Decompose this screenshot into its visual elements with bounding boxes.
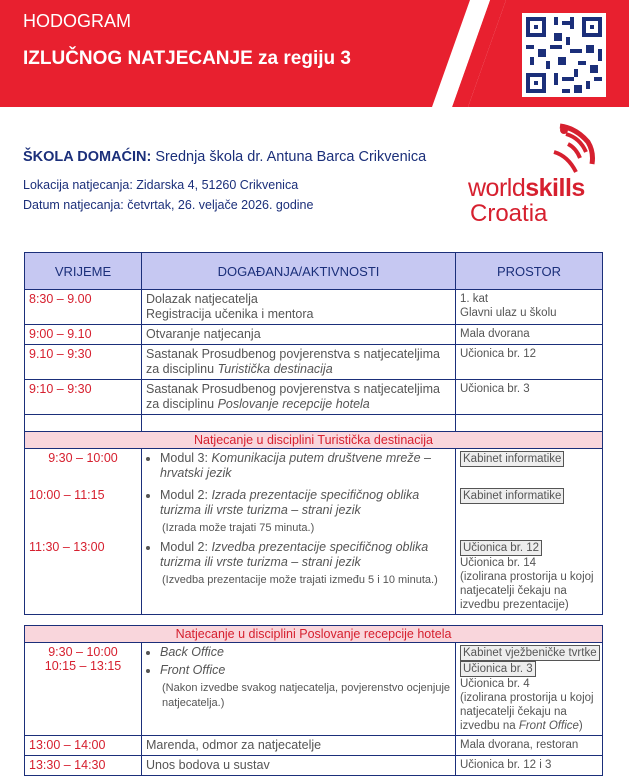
row-place: Kabinet informatike: [456, 449, 603, 487]
worldskills-mark-icon: [468, 122, 608, 178]
col-activity: DOGAĐANJA/AKTIVNOSTI: [142, 253, 456, 290]
row-activity: • Modul 2: Izvedba prezentacije specifičnog oblika turizma ili vrste turizma – strani jezik (Izvedba prezentacije može trajati između 5 i 10 minuta.): [142, 538, 456, 615]
row-time: 13:30 – 14:30: [25, 756, 142, 776]
row-activity: • Modul 2: Izrada prezentacije specifičnog oblika turizma ili vrste turizma – strani jezik (Izrada može trajati 75 minuta.): [142, 486, 456, 538]
row-time: 9:30 – 10:00 10:15 – 13:15: [25, 643, 142, 736]
table-row: [25, 380, 603, 415]
row-activity: Sastanak Prosudbenog povjerenstva s natjecateljima za disciplinu Poslovanje recepcije hotela: [142, 380, 456, 415]
row-place: Kabinet vježbeničke tvrtke Učionica br. 3 Učionica br. 4 (izolirana prostorija u kojoj natjecatelji čekaju na izvedbu na Front Office): [456, 643, 603, 736]
row-time: 9:10 – 9:30: [25, 380, 142, 415]
table-row: [25, 756, 603, 776]
row-activity: Unos bodova u sustav: [142, 756, 456, 776]
doc-type: HODOGRAM: [23, 11, 131, 31]
section-header: [25, 626, 603, 643]
spacer-row: [25, 615, 603, 626]
row-time: 10:00 – 11:15: [25, 486, 142, 538]
row-time: 8:30 – 9.00: [25, 290, 142, 325]
table-header: [25, 253, 603, 290]
row-activity: • Modul 3: Komunikacija putem društvene mreže – hrvatski jezik: [142, 449, 456, 487]
table-row: [25, 538, 603, 615]
row-time: 9:30 – 10:00: [25, 449, 142, 487]
row-place: 1. kat Glavni ulaz u školu: [456, 290, 603, 325]
host-school-label: ŠKOLA DOMAĆIN:: [23, 149, 152, 165]
worldskills-logo: [468, 122, 608, 230]
row-place: Učionica br. 12: [456, 345, 603, 380]
row-activity: Sastanak Prosudbenog povjerenstva s natjecateljima za disciplinu Turistička destinacija: [142, 345, 456, 380]
row-activity: Marenda, odmor za natjecatelje: [142, 736, 456, 756]
page-title: IZLUČNOG NATJECANJE za regiju 3: [23, 48, 351, 69]
section-title: Natjecanje u disciplini Poslovanje recepcije hotela: [25, 626, 603, 643]
row-time: 11:30 – 13:00: [25, 538, 142, 615]
schedule-table: [24, 252, 603, 776]
row-place: Učionica br. 3: [456, 380, 603, 415]
row-place: Mala dvorana: [456, 325, 603, 345]
location: Lokacija natjecanja: Zidarska 4, 51260 Crikvenica: [23, 178, 299, 192]
qr-code-icon: [522, 13, 606, 97]
table-row: [25, 325, 603, 345]
row-place: Učionica br. 12 i 3: [456, 756, 603, 776]
table-row: [25, 486, 603, 538]
row-time: 9.10 – 9:30: [25, 345, 142, 380]
col-time: VRIJEME: [25, 253, 142, 290]
header-banner: [0, 0, 629, 107]
section-header: [25, 432, 603, 449]
logo-wordmark: [468, 174, 585, 203]
table-row: [25, 449, 603, 487]
row-place: Učionica br. 12 Učionica br. 14 (izolirana prostorija u kojoj natjecatelji čekaju na izvedbu prezentacije): [456, 538, 603, 615]
row-activity: Otvaranje natjecanja: [142, 325, 456, 345]
row-activity: Dolazak natjecatelja Registracija učenika i mentora: [142, 290, 456, 325]
host-school-name: Srednja škola dr. Antuna Barca Crikvenica: [155, 149, 427, 165]
col-place: PROSTOR: [456, 253, 603, 290]
logo-world: world: [468, 174, 526, 202]
table-row: [25, 290, 603, 325]
row-place: Kabinet informatike: [456, 486, 603, 538]
table-row: [25, 345, 603, 380]
logo-skills: skills: [525, 174, 585, 202]
blank-row: [25, 415, 603, 432]
table-row: [25, 736, 603, 756]
row-activity: • Back Office • Front Office (Nakon izvedbe svakog natjecatelja, povjerenstvo ocjenjuje natjecatelja.): [142, 643, 456, 736]
row-place: Mala dvorana, restoran: [456, 736, 603, 756]
row-time: 9:00 – 9.10: [25, 325, 142, 345]
table-row: [25, 643, 603, 736]
row-time: 13:00 – 14:00: [25, 736, 142, 756]
section-title: Natjecanje u disciplini Turistička destinacija: [25, 432, 603, 449]
logo-country: Croatia: [470, 200, 548, 227]
competition-date: Datum natjecanja: četvrtak, 26. veljače 2026. godine: [23, 198, 314, 212]
host-school: [23, 149, 426, 165]
